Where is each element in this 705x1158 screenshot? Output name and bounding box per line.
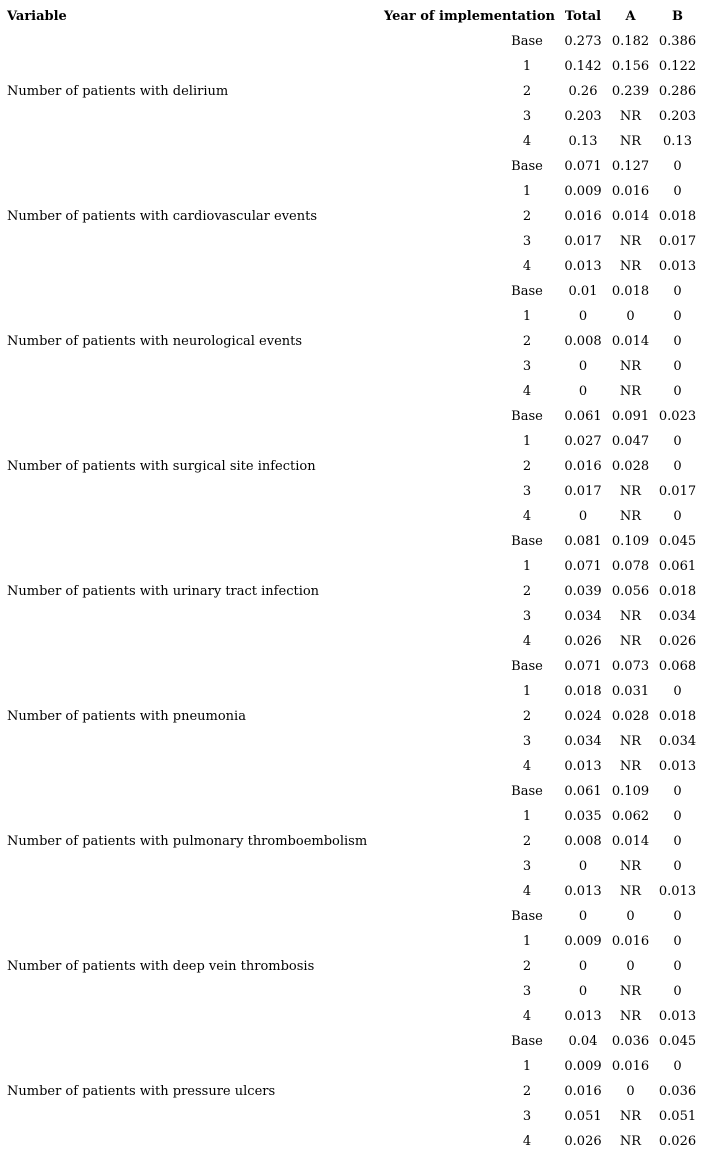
a-cell: 0.047 <box>611 434 650 449</box>
year-cell: 1 <box>522 184 532 199</box>
year-cell: 3 <box>522 359 532 374</box>
total-cell: 0.071 <box>564 559 602 574</box>
table-row <box>4 29 701 54</box>
year-cell: 1 <box>522 59 532 74</box>
total-cell: 0.013 <box>564 259 602 274</box>
a-cell: NR <box>619 484 642 499</box>
year-cell: Base <box>511 34 543 49</box>
a-cell: NR <box>619 509 642 524</box>
a-cell: 0 <box>626 959 635 974</box>
total-cell: 0 <box>578 359 588 374</box>
total-cell: 0.017 <box>564 484 602 499</box>
total-cell: 0.071 <box>564 659 602 674</box>
year-cell: 2 <box>522 334 532 349</box>
b-cell: 0 <box>673 334 682 349</box>
header-a: A <box>625 9 636 24</box>
b-cell: 0 <box>673 384 682 399</box>
year-cell: 3 <box>522 859 532 874</box>
b-cell: 0.122 <box>658 59 697 74</box>
total-cell: 0.26 <box>568 84 598 99</box>
variable-label: Number of patients with pneumonia <box>7 709 246 724</box>
b-cell: 0 <box>673 359 682 374</box>
total-cell: 0.034 <box>564 734 602 749</box>
total-cell: 0.013 <box>564 884 602 899</box>
b-cell: 0.286 <box>658 84 697 99</box>
table-row <box>4 1029 701 1054</box>
year-cell: 2 <box>522 959 532 974</box>
a-cell: NR <box>619 609 642 624</box>
total-cell: 0.01 <box>568 284 598 299</box>
year-cell: 4 <box>522 1134 532 1149</box>
a-cell: NR <box>619 1009 642 1024</box>
year-cell: 4 <box>522 509 532 524</box>
a-cell: 0.036 <box>611 1034 650 1049</box>
b-cell: 0.013 <box>658 759 697 774</box>
table-row <box>4 529 701 554</box>
year-cell: 1 <box>522 434 532 449</box>
a-cell: 0.014 <box>611 834 650 849</box>
a-cell: 0.073 <box>611 659 650 674</box>
year-cell: 1 <box>522 809 532 824</box>
a-cell: NR <box>619 1134 642 1149</box>
year-cell: Base <box>511 159 543 174</box>
year-cell: 3 <box>522 109 532 124</box>
a-cell: 0.014 <box>611 209 650 224</box>
total-cell: 0.016 <box>564 459 602 474</box>
a-cell: NR <box>619 1109 642 1124</box>
b-cell: 0 <box>673 859 682 874</box>
year-cell: 3 <box>522 984 532 999</box>
year-cell: 4 <box>522 884 532 899</box>
table-row <box>4 404 701 429</box>
b-cell: 0.203 <box>658 109 697 124</box>
total-cell: 0.051 <box>564 1109 602 1124</box>
total-cell: 0.016 <box>564 209 602 224</box>
total-cell: 0.008 <box>564 334 602 349</box>
b-cell: 0.018 <box>658 709 697 724</box>
year-cell: Base <box>511 284 543 299</box>
year-cell: 4 <box>522 259 532 274</box>
a-cell: NR <box>619 259 642 274</box>
total-cell: 0.027 <box>564 434 602 449</box>
a-cell: 0.078 <box>611 559 650 574</box>
year-cell: 4 <box>522 1009 532 1024</box>
b-cell: 0 <box>673 284 682 299</box>
a-cell: NR <box>619 984 642 999</box>
b-cell: 0.13 <box>663 134 692 149</box>
total-cell: 0 <box>578 859 588 874</box>
total-cell: 0 <box>578 309 588 324</box>
total-cell: 0.024 <box>564 709 602 724</box>
a-cell: NR <box>619 109 642 124</box>
a-cell: 0 <box>626 309 635 324</box>
a-cell: NR <box>619 234 642 249</box>
variable-label: Number of patients with pulmonary thromboembolism <box>7 834 368 849</box>
total-cell: 0.009 <box>564 184 602 199</box>
b-cell: 0 <box>673 309 682 324</box>
a-cell: NR <box>619 759 642 774</box>
variable-label: Number of patients with deep vein thrombosis <box>7 959 315 974</box>
year-cell: Base <box>511 409 543 424</box>
a-cell: 0.127 <box>611 159 650 174</box>
year-cell: 2 <box>522 1084 532 1099</box>
variable-label: Number of patients with cardiovascular events <box>7 209 317 224</box>
header-year: Year of implementation <box>384 9 555 24</box>
total-cell: 0.203 <box>564 109 602 124</box>
year-cell: 4 <box>522 634 532 649</box>
variable-label: Number of patients with neurological events <box>7 334 303 349</box>
table-row <box>4 904 701 929</box>
total-cell: 0 <box>578 909 588 924</box>
b-cell: 0 <box>673 684 682 699</box>
header-b: B <box>672 9 683 24</box>
year-cell: 2 <box>522 459 532 474</box>
a-cell: 0.016 <box>611 1059 650 1074</box>
b-cell: 0.018 <box>658 209 697 224</box>
total-cell: 0.142 <box>564 59 602 74</box>
a-cell: 0.109 <box>611 534 650 549</box>
a-cell: NR <box>619 884 642 899</box>
year-cell: 3 <box>522 609 532 624</box>
a-cell: NR <box>619 734 642 749</box>
b-cell: 0.051 <box>658 1109 697 1124</box>
total-cell: 0.013 <box>564 1009 602 1024</box>
a-cell: 0.182 <box>611 34 650 49</box>
a-cell: 0.016 <box>611 184 650 199</box>
variable-label: Number of patients with urinary tract infection <box>7 584 320 599</box>
a-cell: NR <box>619 359 642 374</box>
header-total: Total <box>564 9 602 24</box>
a-cell: 0.028 <box>611 709 650 724</box>
a-cell: 0.016 <box>611 934 650 949</box>
b-cell: 0.013 <box>658 1009 697 1024</box>
variable-label: Number of patients with pressure ulcers <box>7 1084 276 1099</box>
table-row <box>4 279 701 304</box>
b-cell: 0 <box>673 934 682 949</box>
a-cell: NR <box>619 134 642 149</box>
b-cell: 0.068 <box>658 659 697 674</box>
total-cell: 0.081 <box>564 534 602 549</box>
year-cell: 4 <box>522 384 532 399</box>
year-cell: 2 <box>522 584 532 599</box>
a-cell: NR <box>619 384 642 399</box>
b-cell: 0 <box>673 1059 682 1074</box>
a-cell: NR <box>619 634 642 649</box>
b-cell: 0 <box>673 959 682 974</box>
total-cell: 0.026 <box>564 1134 602 1149</box>
table-row <box>4 654 701 679</box>
b-cell: 0.013 <box>658 259 697 274</box>
total-cell: 0.013 <box>564 759 602 774</box>
total-cell: 0.13 <box>568 134 598 149</box>
a-cell: 0.091 <box>611 409 650 424</box>
year-cell: 2 <box>522 709 532 724</box>
b-cell: 0 <box>673 184 682 199</box>
a-cell: 0 <box>626 909 635 924</box>
total-cell: 0 <box>578 384 588 399</box>
b-cell: 0 <box>673 434 682 449</box>
table-row <box>4 154 701 179</box>
year-cell: 3 <box>522 734 532 749</box>
b-cell: 0.023 <box>658 409 697 424</box>
total-cell: 0.061 <box>564 409 602 424</box>
a-cell: 0.014 <box>611 334 650 349</box>
b-cell: 0 <box>673 809 682 824</box>
b-cell: 0.061 <box>658 559 697 574</box>
b-cell: 0.386 <box>658 34 697 49</box>
table-body <box>4 29 701 1154</box>
table-row <box>4 779 701 804</box>
total-cell: 0 <box>578 984 588 999</box>
total-cell: 0.039 <box>564 584 602 599</box>
year-cell: Base <box>511 659 543 674</box>
year-cell: Base <box>511 534 543 549</box>
total-cell: 0.009 <box>564 934 602 949</box>
a-cell: 0.056 <box>611 584 650 599</box>
total-cell: 0.071 <box>564 159 602 174</box>
b-cell: 0 <box>673 834 682 849</box>
a-cell: 0.109 <box>611 784 650 799</box>
year-cell: 2 <box>522 834 532 849</box>
a-cell: 0.156 <box>611 59 650 74</box>
year-cell: 1 <box>522 1059 532 1074</box>
a-cell: 0 <box>626 1084 635 1099</box>
b-cell: 0 <box>673 909 682 924</box>
b-cell: 0.018 <box>658 584 697 599</box>
a-cell: 0.062 <box>611 809 650 824</box>
b-cell: 0.045 <box>658 1034 697 1049</box>
b-cell: 0.026 <box>658 1134 697 1149</box>
total-cell: 0.026 <box>564 634 602 649</box>
b-cell: 0.034 <box>658 734 697 749</box>
b-cell: 0 <box>673 784 682 799</box>
b-cell: 0 <box>673 984 682 999</box>
variable-label: Number of patients with delirium <box>7 84 229 99</box>
year-cell: 2 <box>522 84 532 99</box>
year-cell: Base <box>511 1034 543 1049</box>
b-cell: 0.026 <box>658 634 697 649</box>
variable-label: Number of patients with surgical site infection <box>7 459 316 474</box>
year-cell: 1 <box>522 309 532 324</box>
year-cell: 4 <box>522 759 532 774</box>
year-cell: 1 <box>522 684 532 699</box>
b-cell: 0.017 <box>658 234 697 249</box>
b-cell: 0.036 <box>658 1084 697 1099</box>
year-cell: 3 <box>522 1109 532 1124</box>
year-cell: 2 <box>522 209 532 224</box>
b-cell: 0 <box>673 509 682 524</box>
year-cell: 1 <box>522 934 532 949</box>
a-cell: 0.031 <box>611 684 650 699</box>
total-cell: 0 <box>578 509 588 524</box>
b-cell: 0.045 <box>658 534 697 549</box>
total-cell: 0.017 <box>564 234 602 249</box>
year-cell: Base <box>511 784 543 799</box>
b-cell: 0.034 <box>658 609 697 624</box>
total-cell: 0.273 <box>564 34 602 49</box>
total-cell: 0.016 <box>564 1084 602 1099</box>
b-cell: 0 <box>673 459 682 474</box>
b-cell: 0.013 <box>658 884 697 899</box>
total-cell: 0.034 <box>564 609 602 624</box>
year-cell: 3 <box>522 234 532 249</box>
year-cell: 3 <box>522 484 532 499</box>
total-cell: 0 <box>578 959 588 974</box>
total-cell: 0.009 <box>564 1059 602 1074</box>
a-cell: NR <box>619 859 642 874</box>
total-cell: 0.061 <box>564 784 602 799</box>
a-cell: 0.239 <box>611 84 650 99</box>
data-table <box>4 4 701 1154</box>
a-cell: 0.028 <box>611 459 650 474</box>
header-row <box>4 4 701 29</box>
b-cell: 0.017 <box>658 484 697 499</box>
a-cell: 0.018 <box>611 284 650 299</box>
b-cell: 0 <box>673 159 682 174</box>
total-cell: 0.008 <box>564 834 602 849</box>
total-cell: 0.018 <box>564 684 602 699</box>
total-cell: 0.04 <box>568 1034 598 1049</box>
year-cell: Base <box>511 909 543 924</box>
header-variable: Variable <box>7 9 67 24</box>
total-cell: 0.035 <box>564 809 602 824</box>
year-cell: 4 <box>522 134 532 149</box>
year-cell: 1 <box>522 559 532 574</box>
